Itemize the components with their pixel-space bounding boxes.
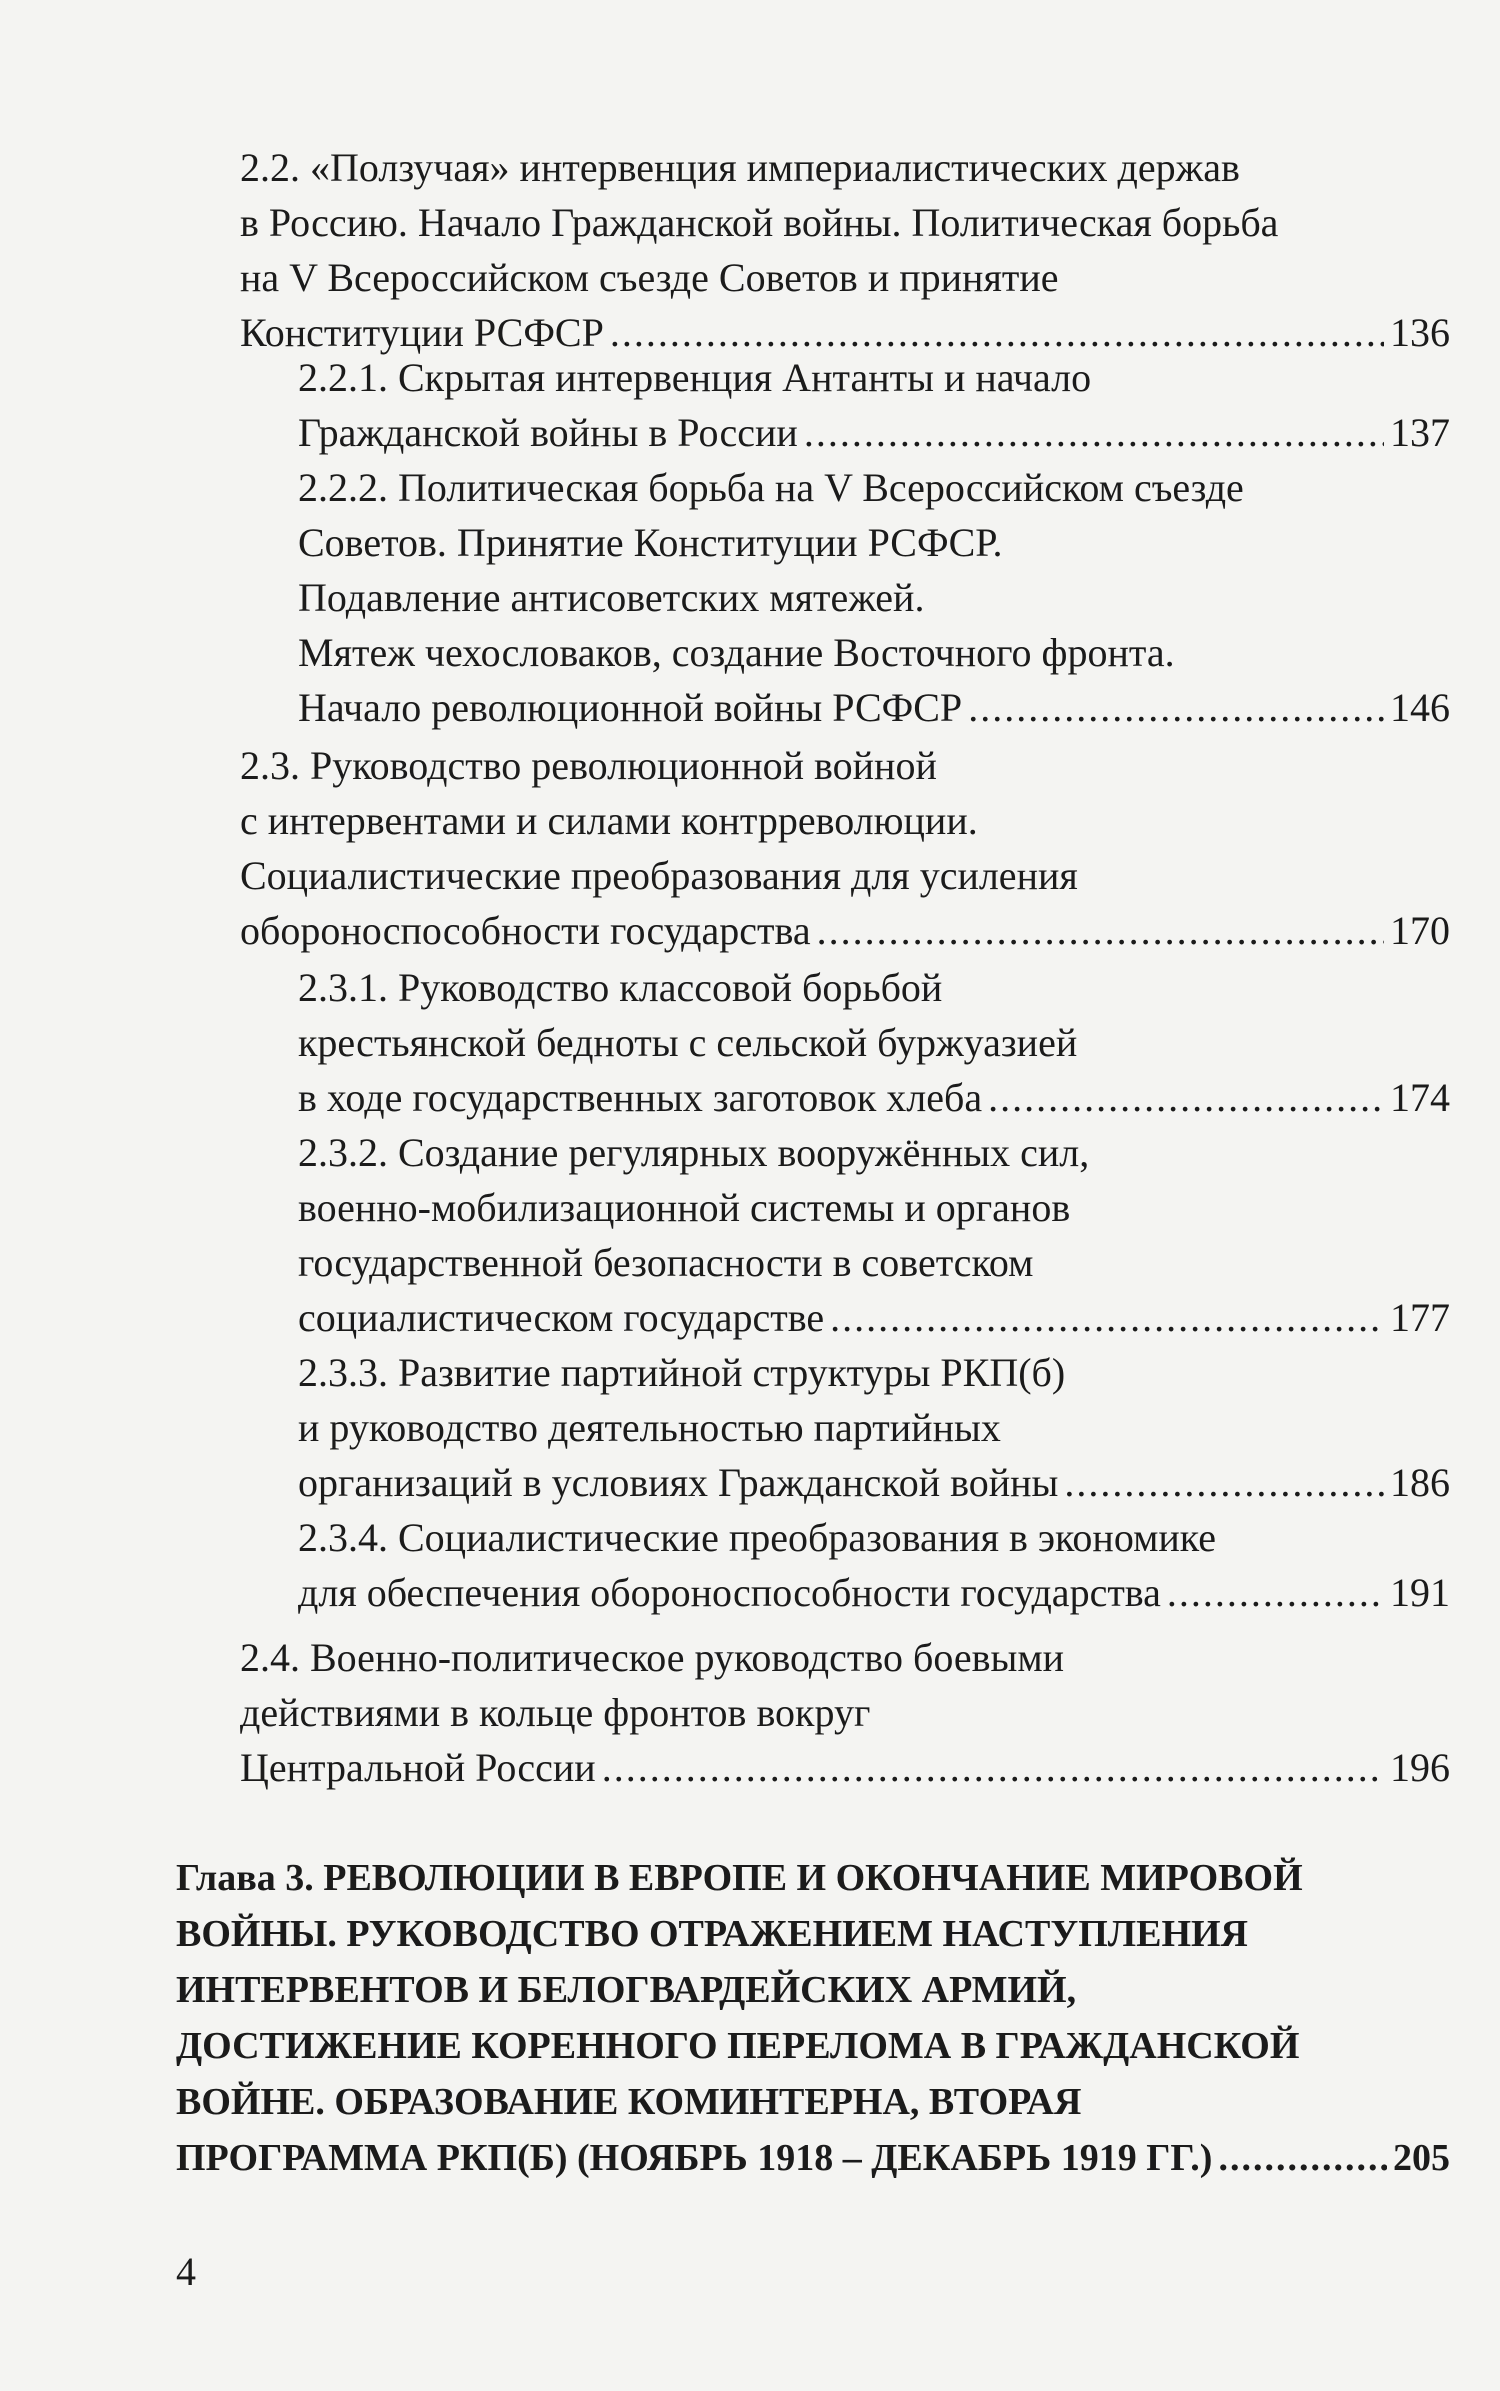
toc-line [176, 1962, 1450, 2018]
toc-line [240, 1630, 1450, 1685]
toc-entry-text: Глава 3. РЕВОЛЮЦИИ В ЕВРОПЕ И ОКОНЧАНИЕ МИРОВОЙ [176, 1857, 1303, 1899]
toc-entry-text: Мятеж чехословаков, создание Восточного фронта. [298, 630, 1175, 675]
dot-leader [1167, 1565, 1384, 1620]
toc-line [240, 1740, 1450, 1795]
toc-entry-text: ВОЙНЫ. РУКОВОДСТВО ОТРАЖЕНИЕМ НАСТУПЛЕНИЯ [176, 1913, 1248, 1955]
toc-line [298, 1455, 1450, 1510]
toc-line [298, 960, 1450, 1015]
toc-line [298, 625, 1450, 680]
toc-line [298, 570, 1450, 625]
toc-entry-text: 2.4. Военно-политическое руководство боевыми [240, 1635, 1065, 1680]
toc-page-number: 170 [1390, 908, 1450, 953]
toc-page-number: 146 [1390, 685, 1450, 730]
toc-entry-text: 2.2.1. Скрытая интервенция Антанты и начало [298, 355, 1092, 400]
toc-page-number: 174 [1390, 1075, 1450, 1120]
toc-entry-chapter-3[interactable] [176, 1850, 1450, 2186]
toc-entry-2-2-2[interactable] [298, 460, 1450, 735]
toc-line [298, 1565, 1450, 1620]
toc-line [298, 460, 1450, 515]
toc-entry-2-3-4[interactable] [298, 1510, 1450, 1620]
toc-entry-2-2[interactable] [240, 140, 1450, 360]
toc-line [176, 1850, 1450, 1906]
dot-leader [988, 1070, 1384, 1125]
toc-entry-text: государственной безопасности в советском [298, 1240, 1034, 1285]
toc-line [298, 1015, 1450, 1070]
toc-line [298, 1180, 1450, 1235]
toc-entry-text: и руководство деятельностью партийных [298, 1405, 1001, 1450]
toc-line [298, 350, 1450, 405]
toc-line [240, 140, 1450, 195]
toc-entry-text: ИНТЕРВЕНТОВ И БЕЛОГВАРДЕЙСКИХ АРМИЙ, [176, 1969, 1077, 2011]
toc-entry-text: Гражданской войны в России [298, 410, 798, 455]
toc-entry-text: с интервентами и силами контрреволюции. [240, 798, 978, 843]
toc-line [298, 515, 1450, 570]
toc-entry-2-3-3[interactable] [298, 1345, 1450, 1510]
toc-entry-2-3-1[interactable] [298, 960, 1450, 1125]
toc-line [240, 195, 1450, 250]
toc-page-number: 205 [1393, 2137, 1450, 2179]
toc-entry-text: действиями в кольце фронтов вокруг [240, 1690, 871, 1735]
toc-page-number: 196 [1390, 1745, 1450, 1790]
toc-line [240, 1685, 1450, 1740]
dot-leader [1218, 2130, 1387, 2186]
toc-line [240, 738, 1450, 793]
toc-line [176, 2130, 1450, 2186]
toc-entry-2-2-1[interactable] [298, 350, 1450, 460]
toc-entry-text: 2.2.2. Политическая борьба на V Всероссийском съезде [298, 465, 1244, 510]
toc-entry-text: организаций в условиях Гражданской войны [298, 1460, 1059, 1505]
toc-entry-text: на V Всероссийском съезде Советов и принятие [240, 255, 1059, 300]
toc-entry-text: 2.3.4. Социалистические преобразования в экономике [298, 1515, 1216, 1560]
toc-entry-2-3[interactable] [240, 738, 1450, 958]
toc-entry-text: Советов. Принятие Конституции РСФСР. [298, 520, 1003, 565]
toc-entry-text: Подавление антисоветских мятежей. [298, 575, 925, 620]
toc-entry-2-3-2[interactable] [298, 1125, 1450, 1345]
toc-page-number: 136 [1390, 310, 1450, 355]
dot-leader [830, 1290, 1384, 1345]
toc-page-number: 186 [1390, 1460, 1450, 1505]
toc-line [298, 405, 1450, 460]
toc-entry-text: военно-мобилизационной системы и органов [298, 1185, 1071, 1230]
dot-leader [1064, 1455, 1384, 1510]
toc-line [176, 2074, 1450, 2130]
toc-entry-text: 2.3.2. Создание регулярных вооружённых сил, [298, 1130, 1090, 1175]
toc-entry-text: 2.2. «Ползучая» интервенция империалистических держав [240, 145, 1240, 190]
dot-leader [817, 903, 1384, 958]
toc-entry-text: социалистическом государстве [298, 1295, 825, 1340]
toc-line [176, 1906, 1450, 1962]
toc-line [240, 848, 1450, 903]
toc-line [298, 1400, 1450, 1455]
toc-line [298, 1345, 1450, 1400]
toc-line [298, 1070, 1450, 1125]
toc-line [298, 1235, 1450, 1290]
toc-line [298, 1125, 1450, 1180]
toc-line [240, 250, 1450, 305]
toc-entry-text: в Россию. Начало Гражданской войны. Политическая борьба [240, 200, 1279, 245]
toc-entry-text: Конституции РСФСР [240, 310, 604, 355]
toc-line [240, 903, 1450, 958]
toc-entry-text: ВОЙНЕ. ОБРАЗОВАНИЕ КОМИНТЕРНА, ВТОРАЯ [176, 2081, 1082, 2123]
toc-entry-text: крестьянской бедноты с сельской буржуазией [298, 1020, 1078, 1065]
toc-entry-text: Начало революционной войны РСФСР [298, 685, 963, 730]
toc-page-number: 177 [1390, 1295, 1450, 1340]
toc-entry-text: 2.3.1. Руководство классовой борьбой [298, 965, 943, 1010]
toc-line [298, 680, 1450, 735]
dot-leader [804, 405, 1384, 460]
toc-entry-text: ДОСТИЖЕНИЕ КОРЕННОГО ПЕРЕЛОМА В ГРАЖДАНСКОЙ [176, 2025, 1300, 2067]
toc-entry-text: 2.3. Руководство революционной войной [240, 743, 937, 788]
toc-line [240, 793, 1450, 848]
toc-entry-text: 2.3.3. Развитие партийной структуры РКП(б) [298, 1350, 1066, 1395]
dot-leader [602, 1740, 1384, 1795]
toc-entry-text: Социалистические преобразования для усиления [240, 853, 1078, 898]
toc-entry-text: для обеспечения обороноспособности государства [298, 1570, 1161, 1615]
toc-page-number: 137 [1390, 410, 1450, 455]
toc-page-number: 191 [1390, 1570, 1450, 1615]
page-number: 4 [176, 2249, 196, 2294]
toc-line [298, 1290, 1450, 1345]
toc-entry-text: обороноспособности государства [240, 908, 811, 953]
dot-leader [968, 680, 1384, 735]
toc-line [176, 2018, 1450, 2074]
toc-line [298, 1510, 1450, 1565]
toc-entry-2-4[interactable] [240, 1630, 1450, 1795]
toc-entry-text: в ходе государственных заготовок хлеба [298, 1075, 983, 1120]
toc-entry-text: ПРОГРАММА РКП(Б) (НОЯБРЬ 1918 – ДЕКАБРЬ 1919 ГГ.) [176, 2137, 1213, 2179]
toc-entry-text: Центральной России [240, 1745, 596, 1790]
